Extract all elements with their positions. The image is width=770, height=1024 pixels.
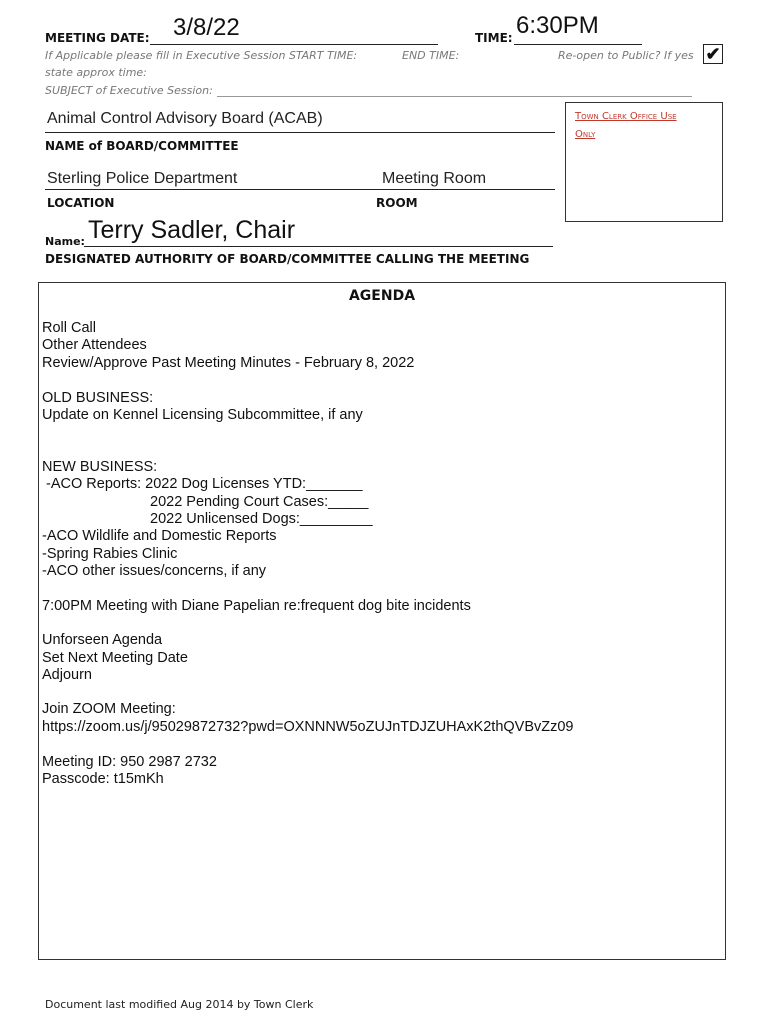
board-name-underline xyxy=(45,132,555,133)
board-name-label: NAME of BOARD/COMMITTEE xyxy=(45,139,239,153)
time-underline xyxy=(514,44,642,45)
exec-session-start-label: If Applicable please fill in Executive Session START TIME: xyxy=(45,49,358,62)
agenda-line: NEW BUSINESS: xyxy=(42,459,158,475)
state-approx-time-label: state approx time: xyxy=(45,66,147,79)
agenda-line: Passcode: t15mKh xyxy=(42,771,164,787)
agenda-line: Roll Call xyxy=(42,320,96,336)
room-label: ROOM xyxy=(376,196,418,210)
agenda-title: AGENDA xyxy=(348,288,416,304)
agenda-line: Review/Approve Past Meeting Minutes - February 8, 2022 xyxy=(42,355,415,371)
reopen-public-checkbox[interactable]: ✔ xyxy=(703,44,723,64)
agenda-line: 2022 Unlicensed Dogs:_________ xyxy=(150,511,373,527)
board-name-value[interactable]: Animal Control Advisory Board (ACAB) xyxy=(47,110,323,127)
location-label: LOCATION xyxy=(47,196,115,210)
meeting-date-value[interactable]: 3/8/22 xyxy=(173,14,240,41)
location-underline xyxy=(45,189,555,190)
footer-note: Document last modified Aug 2014 by Town Clerk xyxy=(45,998,314,1011)
agenda-line: Meeting ID: 950 2987 2732 xyxy=(42,754,217,770)
agenda-line: Unforseen Agenda xyxy=(42,632,163,648)
agenda-line: -ACO Wildlife and Domestic Reports xyxy=(42,528,277,544)
agenda-line: -ACO other issues/concerns, if any xyxy=(42,563,267,579)
agenda-line: OLD BUSINESS: xyxy=(42,390,154,406)
zoom-link[interactable]: https://zoom.us/j/95029872732?pwd=OXNNNW5oZUJnTDJZUHAxK2thQVBvZz09 xyxy=(42,719,574,735)
exec-subject-label: SUBJECT of Executive Session: xyxy=(45,84,213,97)
meeting-date-label: MEETING DATE: xyxy=(45,31,150,45)
authority-name-value[interactable]: Terry Sadler, Chair xyxy=(88,216,296,244)
town-clerk-box xyxy=(565,102,723,222)
authority-underline xyxy=(84,246,553,247)
time-label: TIME: xyxy=(475,31,513,45)
town-clerk-use-label: Town Clerk Office Use xyxy=(575,111,677,122)
agenda-line: Set Next Meeting Date xyxy=(42,650,188,666)
time-value[interactable]: 6:30PM xyxy=(516,12,599,39)
agenda-line: Adjourn xyxy=(42,667,92,683)
agenda-line: Other Attendees xyxy=(42,337,147,353)
agenda-line: 2022 Pending Court Cases:_____ xyxy=(150,494,369,510)
location-value[interactable]: Sterling Police Department xyxy=(47,170,238,187)
room-value[interactable]: Meeting Room xyxy=(382,170,487,187)
agenda-line: 7:00PM Meeting with Diane Papelian re:frequent dog bite incidents xyxy=(42,598,471,614)
agenda-line: -ACO Reports: 2022 Dog Licenses YTD:_______ xyxy=(42,476,363,492)
meeting-date-underline xyxy=(150,44,438,45)
authority-label: DESIGNATED AUTHORITY OF BOARD/COMMITTEE CALLING THE MEETING xyxy=(45,252,530,266)
exec-session-end-label: END TIME: xyxy=(402,49,460,62)
agenda-line: -Spring Rabies Clinic xyxy=(42,546,178,562)
authority-name-prefix: Name: xyxy=(45,235,85,248)
town-clerk-only-label: Only xyxy=(575,129,596,140)
exec-subject-line[interactable] xyxy=(217,96,692,97)
reopen-public-label: Re-open to Public? If yes xyxy=(558,49,694,62)
agenda-line: Join ZOOM Meeting: xyxy=(42,701,176,717)
agenda-box xyxy=(38,282,726,960)
agenda-line: Update on Kennel Licensing Subcommittee, if any xyxy=(42,407,363,423)
